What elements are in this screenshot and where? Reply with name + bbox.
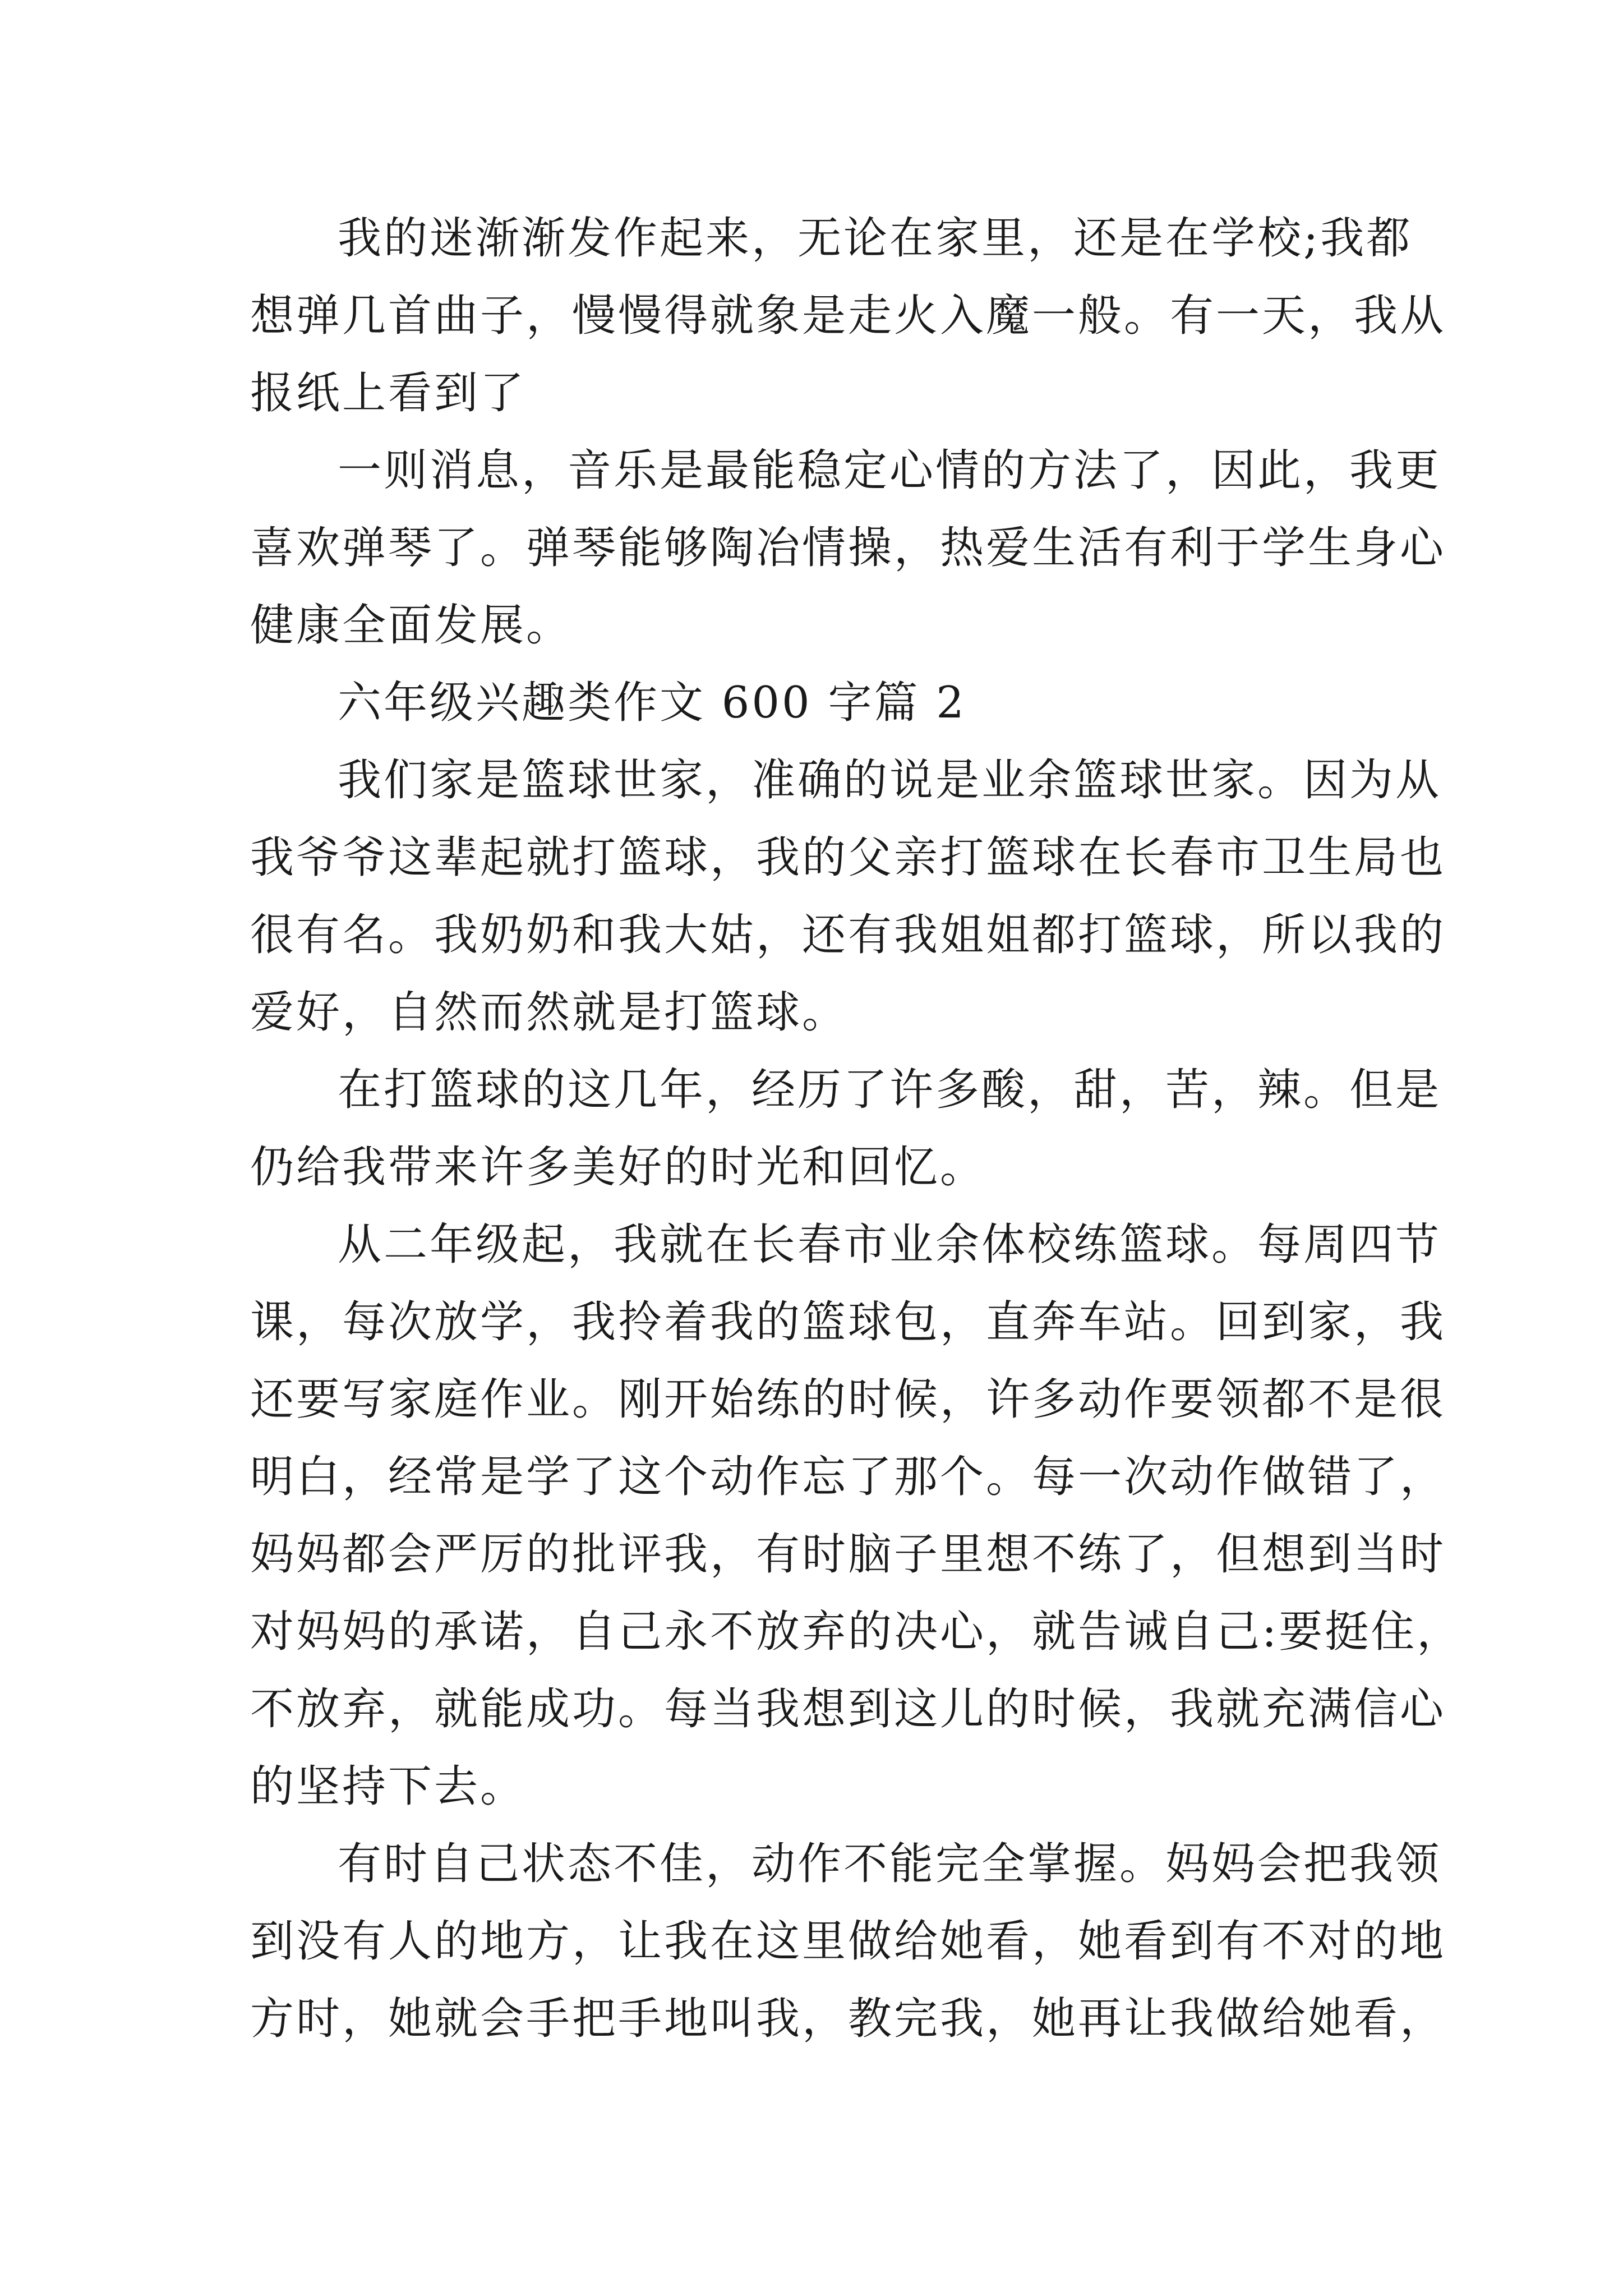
text-line: 我们家是篮球世家，准确的说是业余篮球世家。因为从 [338,755,1442,806]
text-line: 在打篮球的这几年，经历了许多酸，甜，苦，辣。但是 [338,1065,1442,1115]
text-line: 想弹几首曲子，慢慢得就象是走火入魔一般。有一天，我从 [250,291,1446,341]
text-line: 从二年级起，我就在长春市业余体校练篮球。每周四节 [338,1220,1442,1270]
text-line: 报纸上看到了 [250,368,527,418]
text-line: 健康全面发展。 [250,600,573,651]
text-line: 课，每次放学，我拎着我的篮球包，直奔车站。回到家，我 [250,1297,1446,1347]
section-heading: 六年级兴趣类作文 600 字篇 2 [338,678,966,728]
text-line: 还要写家庭作业。刚开始练的时候，许多动作要领都不是很 [250,1374,1446,1425]
text-line: 明白，经常是学了这个动作忘了那个。每一次动作做错了， [250,1452,1446,1502]
text-line: 很有名。我奶奶和我大姑，还有我姐姐都打篮球，所以我的 [250,910,1446,960]
text-line: 有时自己状态不佳，动作不能完全掌握。妈妈会把我领 [338,1839,1442,1889]
text-line: 仍给我带来许多美好的时光和回忆。 [250,1142,986,1193]
text-line: 方时，她就会手把手地叫我，教完我，她再让我做给她看， [250,1994,1446,2044]
document-page [250,200,1463,2058]
text-line: 的坚持下去。 [250,1761,527,1812]
text-line: 不放弃，就能成功。每当我想到这儿的时候，我就充满信心 [250,1684,1446,1734]
text-line: 喜欢弹琴了。弹琴能够陶冶情操，热爱生活有利于学生身心 [250,523,1446,573]
text-line: 我爷爷这辈起就打篮球，我的父亲打篮球在长春市卫生局也 [250,832,1446,883]
text-line: 妈妈都会严厉的批评我，有时脑子里想不练了，但想到当时 [250,1529,1446,1580]
text-line: 我的迷渐渐发作起来，无论在家里，还是在学校;我都 [338,213,1413,264]
text-line: 到没有人的地方，让我在这里做给她看，她看到有不对的地 [250,1916,1446,1967]
text-line: 一则消息，音乐是最能稳定心情的方法了，因此，我更 [338,445,1442,496]
text-line: 爱好，自然而然就是打篮球。 [250,987,849,1038]
text-line: 对妈妈的承诺，自己永不放弃的决心，就告诫自己:要挺住， [250,1607,1463,1657]
